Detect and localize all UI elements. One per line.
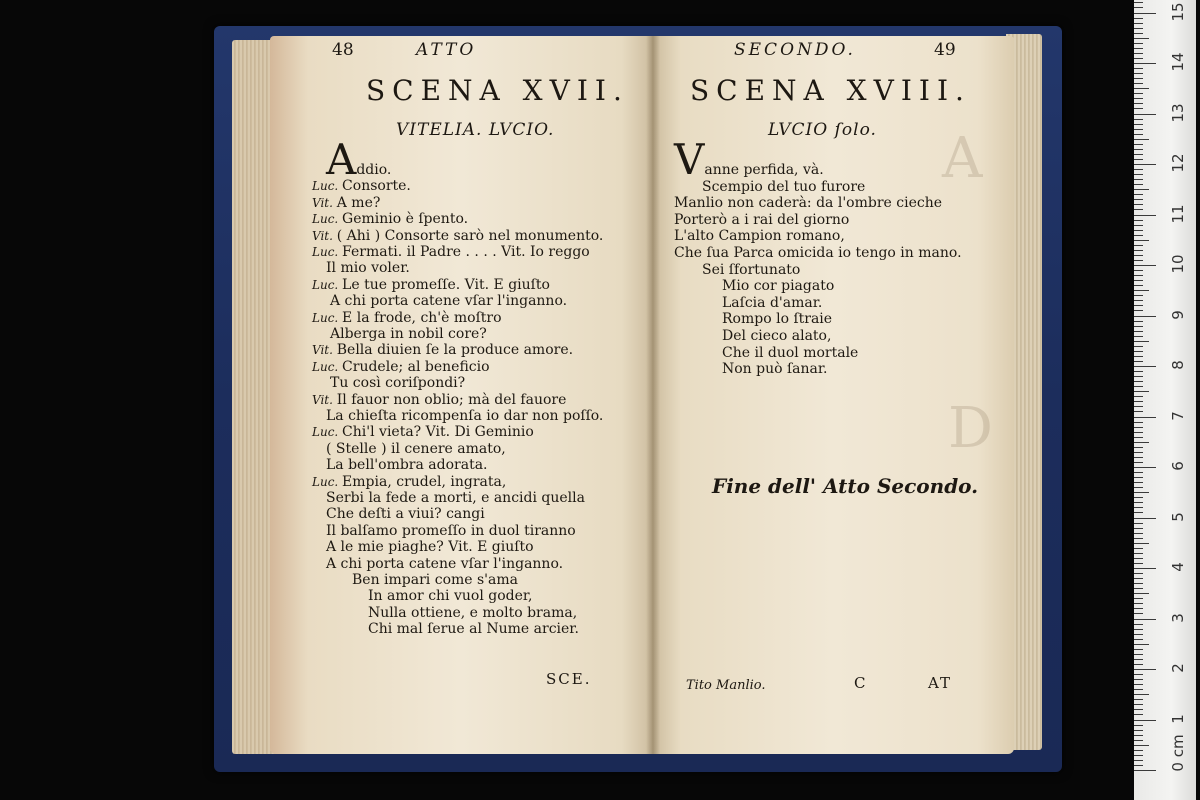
ruler-tick — [1134, 53, 1143, 54]
ruler-tick — [1134, 720, 1156, 721]
ruler-tick — [1134, 422, 1143, 423]
ruler-tick — [1134, 482, 1143, 483]
ruler-tick — [1134, 699, 1143, 700]
speaker-label: Luc. — [312, 179, 343, 194]
ruler-label: 11 — [1169, 203, 1187, 224]
ruler-tick — [1134, 588, 1143, 589]
ruler-tick — [1134, 659, 1143, 660]
ruler-tick — [1134, 573, 1143, 574]
ruler-tick — [1134, 164, 1156, 165]
ruler-tick — [1134, 310, 1143, 311]
ruler-tick — [1134, 356, 1143, 357]
line-text: Tu così coriſpondi? — [330, 375, 466, 392]
dialogue-line — [326, 135, 392, 184]
ruler-tick — [1134, 417, 1156, 418]
ruler-tick — [1134, 270, 1143, 271]
ruler-tick — [1134, 159, 1143, 160]
verse-line: Laſcia d'amar. — [722, 294, 823, 311]
ruler-tick — [1134, 578, 1143, 579]
ruler-label: 5 — [1169, 511, 1187, 522]
ruler-tick — [1134, 235, 1143, 236]
ruler-tick — [1134, 437, 1143, 438]
left-cast-list: VITELIA. LVCIO. — [396, 120, 555, 140]
ruler-tick — [1134, 225, 1143, 226]
ruler-tick — [1134, 366, 1156, 367]
line-text: Nulla ottiene, e molto brama, — [368, 604, 578, 621]
signature-mark: C — [854, 674, 868, 692]
ruler-tick — [1134, 28, 1143, 29]
ruler-tick — [1134, 245, 1143, 246]
ruler-tick — [1134, 174, 1143, 175]
ruler-tick — [1134, 43, 1143, 44]
ruler-tick — [1134, 265, 1156, 266]
ruler-tick — [1134, 563, 1143, 564]
ruler-tick — [1134, 593, 1149, 594]
ruler-tick — [1134, 204, 1143, 205]
left-scene-title: SCENA XVII. — [366, 74, 629, 107]
ruler-tick — [1134, 654, 1143, 655]
ruler-tick — [1134, 73, 1143, 74]
ruler-label: 9 — [1169, 309, 1187, 320]
ruler-tick — [1134, 462, 1143, 463]
ruler-tick — [1134, 538, 1143, 539]
ruler-tick — [1134, 543, 1149, 544]
line-text: Addio. — [326, 135, 392, 184]
ruler-tick — [1134, 765, 1143, 766]
verse-line: Manlio non caderà: da l'ombre cieche — [674, 195, 943, 212]
ruler-label: 3 — [1169, 612, 1187, 623]
line-text: Serbi la fede a morti, e ancidi quella — [326, 490, 585, 506]
line-text: La bell'ombra adorata. — [326, 457, 488, 474]
dialogue-line — [326, 506, 485, 522]
ruler-tick — [1134, 63, 1156, 64]
line-text: Il mio voler. — [326, 260, 410, 277]
ruler-tick — [1134, 613, 1143, 614]
dialogue-line — [326, 556, 563, 572]
ruler-tick — [1134, 124, 1143, 125]
ruler-tick — [1134, 598, 1143, 599]
ruler-tick — [1134, 290, 1149, 291]
dialogue-line — [312, 342, 573, 358]
ruler-tick — [1134, 467, 1156, 468]
ruler-tick — [1134, 629, 1143, 630]
line-text: Empia, crudel, ingrata, — [342, 473, 507, 490]
ruler-tick — [1134, 679, 1143, 680]
line-text: Il balſamo promeſſo in duol tiranno — [326, 522, 576, 539]
dialogue-line — [312, 310, 502, 326]
ruler-tick — [1134, 68, 1143, 69]
line-text: Chi mal ſerue al Nume arcier. — [368, 621, 579, 638]
ruler-tick — [1134, 260, 1143, 261]
verse-line: Porterò a i rai del giorno — [674, 211, 850, 228]
ruler-tick — [1134, 528, 1143, 529]
ruler-tick — [1134, 331, 1143, 332]
ruler-tick — [1134, 447, 1143, 448]
ruler-tick — [1134, 411, 1143, 412]
dialogue-line — [326, 457, 488, 473]
ruler-tick — [1134, 553, 1143, 554]
ruler-tick — [1134, 305, 1143, 306]
ruler-tick — [1134, 452, 1143, 453]
ruler-tick — [1134, 48, 1143, 49]
dialogue-line — [326, 441, 506, 457]
measuring-ruler — [1134, 0, 1196, 800]
ruler-tick — [1134, 755, 1143, 756]
dialogue-line — [312, 195, 380, 211]
speaker-label: Luc. — [312, 425, 343, 440]
ruler-tick — [1134, 38, 1149, 39]
dialogue-line — [312, 474, 506, 490]
ruler-tick — [1134, 709, 1143, 710]
line-text: In amor chi vuol goder, — [368, 588, 533, 605]
ruler-tick — [1134, 684, 1143, 685]
ruler-tick — [1134, 725, 1143, 726]
drop-capital: V — [674, 135, 705, 184]
ruler-tick — [1134, 386, 1143, 387]
ruler-tick — [1134, 472, 1143, 473]
end-of-act-note: Fine dell' Atto Secondo. — [712, 474, 979, 498]
line-text: Il fauor non oblio; mà del fauore — [336, 391, 567, 408]
ruler-label: 8 — [1169, 360, 1187, 370]
ruler-tick — [1134, 341, 1149, 342]
line-text: Bella diuien ſe la produce amore. — [336, 342, 574, 359]
right-catchword: AT — [928, 674, 953, 692]
dialogue-line — [312, 178, 411, 194]
ruler-tick — [1134, 194, 1143, 195]
ruler-tick — [1134, 608, 1143, 609]
ruler-tick — [1134, 432, 1143, 433]
ruler-tick — [1134, 18, 1143, 19]
line-text: Geminio è ſpento. — [342, 211, 469, 228]
line-text: Fermati. il Padre . . . . Vit. Io reggo — [342, 244, 590, 260]
ruler-tick — [1134, 381, 1143, 382]
ruler-tick — [1134, 442, 1149, 443]
ruler-tick — [1134, 58, 1143, 59]
ruler-tick — [1134, 507, 1143, 508]
ruler-tick — [1134, 300, 1143, 301]
ruler-label: 2 — [1169, 663, 1187, 673]
ruler-tick — [1134, 376, 1143, 377]
ruler-tick — [1134, 114, 1156, 115]
ruler-tick — [1134, 78, 1143, 79]
ruler-tick — [1134, 189, 1149, 190]
right-page — [652, 36, 1014, 754]
ruler-tick — [1134, 326, 1143, 327]
ruler-tick — [1134, 548, 1143, 549]
ruler-tick — [1134, 649, 1143, 650]
line-text: Consorte. — [342, 178, 411, 195]
speaker-label: Vit. — [312, 343, 337, 358]
line-text: E la frode, ch'è moſtro — [342, 309, 502, 326]
ruler-tick — [1134, 457, 1143, 458]
ruler-label: 7 — [1169, 410, 1187, 421]
drop-capital: A — [326, 135, 357, 184]
verse-line: Scempio del tuo furore — [702, 178, 866, 195]
speaker-label: Luc. — [312, 277, 343, 292]
line-text: La chieſta ricompenſa io dar non poſſo. — [326, 408, 604, 424]
ruler-tick — [1134, 184, 1143, 185]
ruler-tick — [1134, 760, 1143, 761]
ruler-label: 1 — [1169, 713, 1187, 724]
ruler-tick — [1134, 129, 1143, 130]
line-text: Chi'l vieta? Vit. Di Geminio — [342, 424, 534, 441]
ruler-tick — [1134, 144, 1143, 145]
dialogue-line — [312, 228, 603, 244]
speaker-label: Luc. — [312, 310, 343, 325]
ruler-label: 14 — [1169, 52, 1187, 72]
ruler-tick — [1134, 23, 1143, 24]
ruler-tick — [1134, 740, 1143, 741]
ruler-tick — [1134, 154, 1143, 155]
line-text: A me? — [336, 194, 381, 211]
signature-label: Tito Manlio. — [686, 678, 766, 693]
verse-line: Che ſua Parca omicida io tengo in mano. — [674, 245, 962, 261]
dialogue-line — [312, 359, 490, 375]
dialogue-line — [326, 490, 585, 506]
ruler-tick — [1134, 523, 1143, 524]
speaker-label: Vit. — [312, 392, 337, 407]
ruler-tick — [1134, 285, 1143, 286]
line-text: Le tue promeſſe. Vit. E giuſto — [342, 276, 550, 293]
ruler-tick — [1134, 634, 1143, 635]
speaker-label: Luc. — [312, 474, 343, 489]
line-text: A le mie piaghe? Vit. E giuſto — [326, 539, 534, 556]
dialogue-line — [352, 572, 518, 588]
ruler-tick — [1134, 7, 1143, 8]
dialogue-line — [312, 277, 550, 293]
ruler-tick — [1134, 316, 1156, 317]
ruler-tick — [1134, 215, 1156, 216]
ruler-tick — [1134, 735, 1143, 736]
ruler-tick — [1134, 487, 1143, 488]
ruler-tick — [1134, 745, 1149, 746]
speaker-label: Vit. — [312, 228, 337, 243]
ruler-tick — [1134, 619, 1156, 620]
ruler-tick — [1134, 346, 1143, 347]
ruler-tick — [1134, 255, 1143, 256]
ruler-tick — [1134, 2, 1143, 3]
ruler-tick — [1134, 220, 1143, 221]
dialogue-line — [326, 539, 534, 555]
verse-line: Che il duol mortale — [722, 344, 859, 361]
verse-line: L'alto Campion romano, — [674, 228, 845, 245]
line-text: A chi porta catene vſar l'inganno. — [326, 555, 564, 572]
line-text: ( Stelle ) il cenere amato, — [326, 440, 506, 457]
ruler-tick — [1134, 98, 1143, 99]
ruler-tick — [1134, 674, 1143, 675]
dialogue-line — [312, 424, 534, 440]
ruler-label: 4 — [1169, 562, 1187, 572]
ruler-tick — [1134, 361, 1143, 362]
verse-line: Sei ſfortunato — [702, 261, 801, 278]
right-scene-title: SCENA XVIII. — [690, 74, 971, 107]
dialogue-line — [368, 621, 579, 637]
ruler-tick — [1134, 639, 1143, 640]
bleed-through: D — [948, 396, 993, 461]
left-page — [270, 36, 652, 754]
verse-line: Del cieco alato, — [722, 328, 832, 344]
ruler-label: 12 — [1169, 153, 1187, 173]
ruler-tick — [1134, 371, 1143, 372]
ruler-tick — [1134, 209, 1143, 210]
right-page-number: 49 — [934, 40, 956, 60]
ruler-tick — [1134, 730, 1143, 731]
line-text: A chi porta catene vſar l'inganno. — [330, 293, 568, 310]
ruler-tick — [1134, 119, 1143, 120]
ruler-tick — [1134, 83, 1143, 84]
ruler-tick — [1134, 750, 1143, 751]
ruler-tick — [1134, 280, 1143, 281]
bleed-through: A — [942, 126, 983, 191]
dialogue-line — [326, 260, 410, 276]
ruler-tick — [1134, 533, 1143, 534]
verse-line: Mio cor piagato — [722, 278, 835, 295]
ruler-tick — [1134, 694, 1149, 695]
line-text: Ben impari come s'ama — [352, 572, 519, 588]
ruler-tick — [1134, 230, 1143, 231]
ruler-tick — [1134, 336, 1143, 337]
ruler-tick — [1134, 770, 1156, 771]
left-catchword: SCE. — [546, 670, 592, 688]
ruler-tick — [1134, 477, 1143, 478]
right-cast-list: LVCIO ſolo. — [768, 120, 877, 140]
ruler-tick — [1134, 275, 1143, 276]
ruler-tick — [1134, 502, 1143, 503]
dialogue-line — [326, 523, 576, 539]
ruler-tick — [1134, 492, 1149, 493]
ruler-tick — [1134, 704, 1143, 705]
dialogue-line — [330, 326, 487, 342]
ruler-tick — [1134, 401, 1143, 402]
verse-line: Rompo lo ſtraie — [722, 311, 833, 328]
ruler-label: 0 cm — [1169, 734, 1187, 772]
ruler-tick — [1134, 33, 1143, 34]
verse-line: Vanne perfida, và. — [674, 135, 824, 184]
ruler-tick — [1134, 13, 1156, 14]
line-text: ( Ahi ) Consorte sarò nel monumento. — [336, 227, 604, 244]
dialogue-line — [368, 605, 577, 621]
ruler-tick — [1134, 669, 1156, 670]
line-text: Crudele; al beneficio — [342, 358, 490, 375]
ruler-tick — [1134, 427, 1143, 428]
ruler-label: 13 — [1169, 102, 1187, 123]
ruler-tick — [1134, 406, 1143, 407]
dialogue-line — [312, 244, 590, 260]
ruler-tick — [1134, 603, 1143, 604]
ruler-tick — [1134, 518, 1156, 519]
left-running-head: ATTO — [416, 40, 477, 60]
ruler-tick — [1134, 644, 1149, 645]
ruler-tick — [1134, 149, 1143, 150]
ruler-tick — [1134, 139, 1149, 140]
ruler-tick — [1134, 103, 1143, 104]
speaker-label: Luc. — [312, 245, 343, 259]
ruler-label: 6 — [1169, 461, 1187, 471]
ruler-tick — [1134, 240, 1149, 241]
right-running-head: SECONDO. — [734, 40, 856, 60]
ruler-label: 10 — [1169, 254, 1187, 274]
line-text: Che deſti a viui? cangi — [326, 506, 485, 523]
ruler-tick — [1134, 88, 1149, 89]
ruler-tick — [1134, 108, 1143, 109]
dialogue-line — [326, 408, 603, 424]
ruler-tick — [1134, 664, 1143, 665]
dialogue-line — [330, 293, 567, 309]
ruler-tick — [1134, 179, 1143, 180]
ruler-tick — [1134, 351, 1143, 352]
dialogue-line — [368, 588, 533, 604]
book-gutter — [646, 36, 660, 754]
dialogue-line — [330, 375, 465, 391]
ruler-tick — [1134, 295, 1143, 296]
ruler-tick — [1134, 512, 1143, 513]
ruler-tick — [1134, 250, 1143, 251]
speaker-label: Luc. — [312, 212, 343, 227]
ruler-tick — [1134, 568, 1156, 569]
speaker-label: Luc. — [312, 359, 343, 374]
ruler-tick — [1134, 396, 1143, 397]
ruler-tick — [1134, 689, 1143, 690]
ruler-tick — [1134, 199, 1143, 200]
ruler-tick — [1134, 93, 1143, 94]
ruler-tick — [1134, 391, 1149, 392]
ruler-tick — [1134, 321, 1143, 322]
ruler-label: 15 — [1169, 1, 1187, 22]
line-text: Alberga in nobil core? — [330, 326, 487, 342]
speaker-label: Vit. — [312, 195, 337, 210]
dialogue-line — [312, 211, 468, 227]
ruler-tick — [1134, 134, 1143, 135]
verse-line: Non può ſanar. — [722, 361, 828, 378]
ruler-tick — [1134, 169, 1143, 170]
dialogue-line — [312, 392, 566, 408]
ruler-tick — [1134, 497, 1143, 498]
left-page-number: 48 — [332, 40, 354, 60]
ruler-tick — [1134, 714, 1143, 715]
ruler-tick — [1134, 583, 1143, 584]
ruler-tick — [1134, 624, 1143, 625]
ruler-tick — [1134, 558, 1143, 559]
